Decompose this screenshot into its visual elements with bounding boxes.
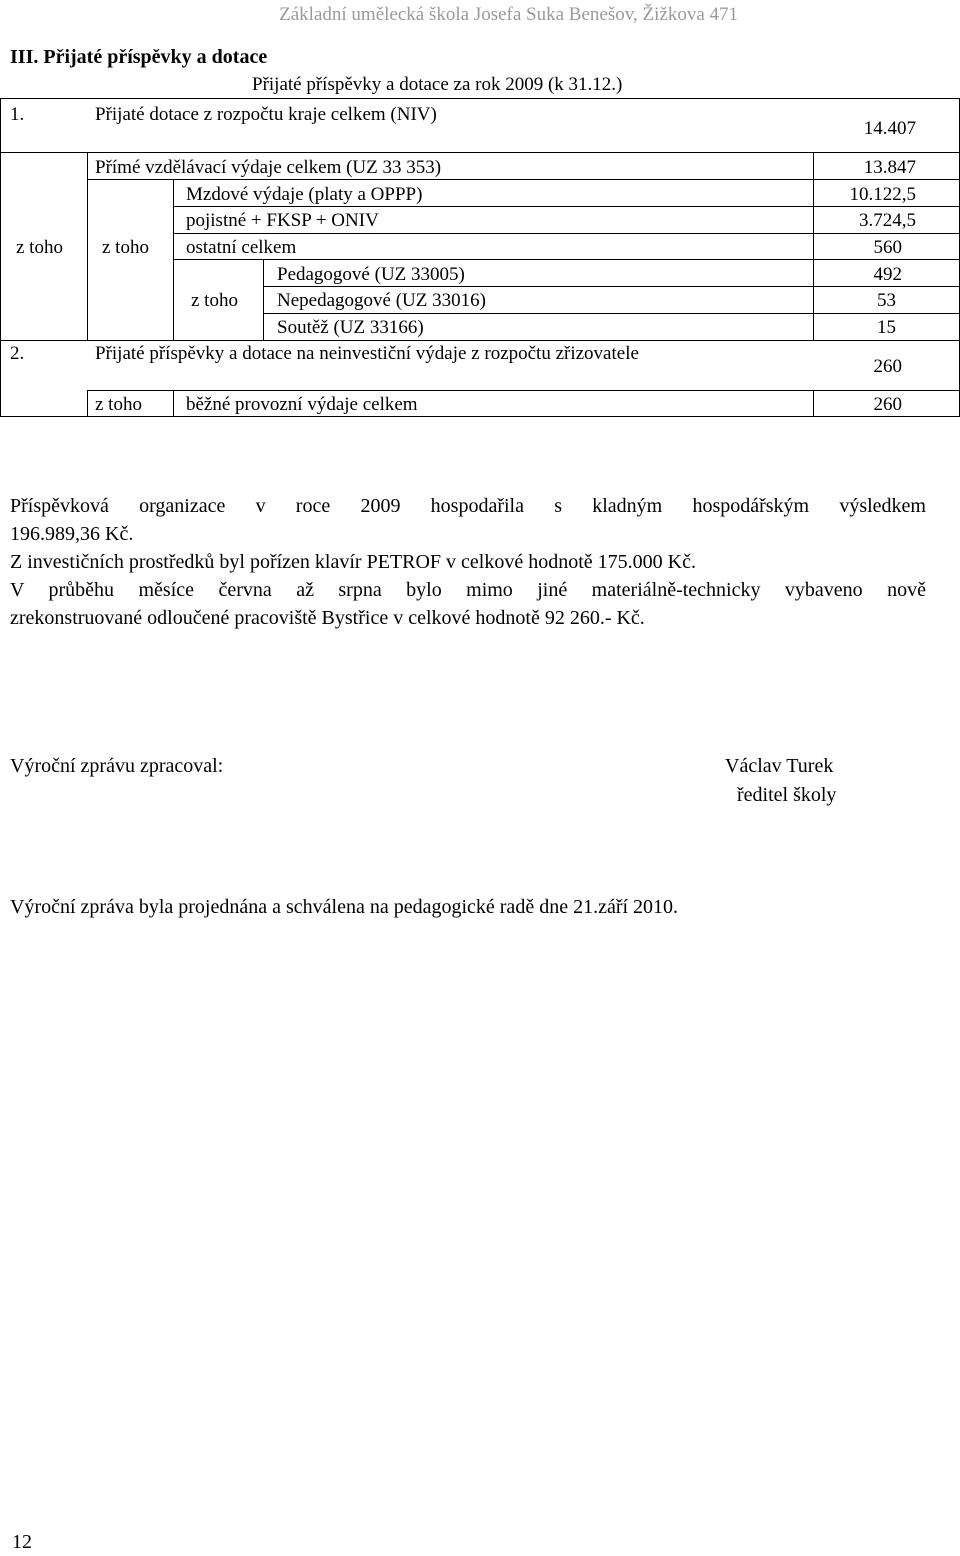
author-name: Václav Turek — [725, 755, 834, 777]
table-rule — [173, 179, 174, 340]
result-amount: 196.989,36 Kč. — [10, 523, 134, 545]
row-value: 260 — [873, 356, 902, 377]
page-header: Základní umělecká škola Josefa Suka Benešov, Žižkova 471 — [279, 4, 738, 25]
ztoho-label: z toho — [191, 290, 238, 311]
row-value: 13.847 — [863, 157, 916, 178]
row-value: 14.407 — [863, 118, 916, 139]
row-label: Přijaté dotace z rozpočtu kraje celkem (NIV) — [95, 104, 437, 125]
row-label: Nepedagogové (UZ 33016) — [277, 290, 486, 311]
row-value: 492 — [873, 264, 902, 285]
investment-paragraph: Z investičních prostředků byl pořízen klavír PETROF v celkové hodnotě 175.000 Kč. — [10, 551, 696, 573]
row-label: Mzdové výdaje (platy a OPPP) — [186, 184, 423, 205]
table-rule — [813, 390, 814, 416]
row-label: ostatní celkem — [186, 237, 297, 258]
table-rule — [0, 416, 960, 417]
row-value: 15 — [877, 317, 896, 338]
row-number: 1. — [10, 104, 25, 125]
row-value: 3.724,5 — [859, 210, 916, 231]
table-rule — [87, 390, 960, 391]
row-value: 10.122,5 — [849, 184, 916, 205]
prepared-by-label: Výroční zprávu zpracoval: — [10, 755, 224, 777]
ztoho-label: z toho — [16, 237, 63, 258]
table-rule — [87, 179, 960, 180]
row-label: běžné provozní výdaje celkem — [186, 394, 418, 415]
table-rule — [263, 259, 264, 340]
row-label: Přímé vzdělávací výdaje celkem (UZ 33 353) — [95, 157, 442, 178]
table-rule — [0, 98, 960, 99]
table-rule — [0, 340, 960, 341]
section-title: III. Přijaté příspěvky a dotace — [10, 46, 268, 68]
table-rule — [0, 152, 960, 153]
table-rule — [87, 152, 88, 340]
table-rule — [173, 390, 174, 416]
equipment-paragraph: V průběhu měsíce června až srpna bylo mimo jiné materiálně-technicky vybaveno nově — [10, 579, 926, 601]
row-label: pojistné + FKSP + ONIV — [186, 210, 379, 231]
result-paragraph: Příspěvková organizace v roce 2009 hospodařila s kladným hospodářským výsledkem — [10, 495, 926, 517]
row-value: 53 — [877, 290, 896, 311]
page-number: 12 — [12, 1531, 32, 1553]
section-subtitle: Přijaté příspěvky a dotace za rok 2009 (k 31.12.) — [252, 74, 623, 95]
table-rule — [173, 233, 960, 234]
approval-note: Výroční zpráva byla projednána a schválena na pedagogické radě dne 21.září 2010. — [10, 896, 679, 918]
table-rule — [263, 313, 960, 314]
table-rule — [0, 98, 1, 416]
row-label: Soutěž (UZ 33166) — [277, 317, 424, 338]
row-number: 2. — [10, 343, 25, 364]
table-rule — [263, 286, 960, 287]
ztoho-label: z toho — [102, 237, 149, 258]
row-label: Přijaté příspěvky a dotace na neinvestiční výdaje z rozpočtu zřizovatele — [95, 343, 639, 364]
ztoho-label: z toho — [95, 394, 142, 415]
row-value: 560 — [873, 237, 902, 258]
row-value: 260 — [873, 394, 902, 415]
table-rule — [813, 152, 814, 340]
row-label: Pedagogové (UZ 33005) — [277, 264, 465, 285]
table-rule — [173, 206, 960, 207]
table-rule — [87, 390, 88, 416]
equipment-paragraph-cont: zrekonstruované odloučené pracoviště Bystřice v celkové hodnotě 92 260.- Kč. — [10, 607, 645, 629]
author-role: ředitel školy — [737, 784, 837, 806]
table-rule — [173, 259, 960, 260]
